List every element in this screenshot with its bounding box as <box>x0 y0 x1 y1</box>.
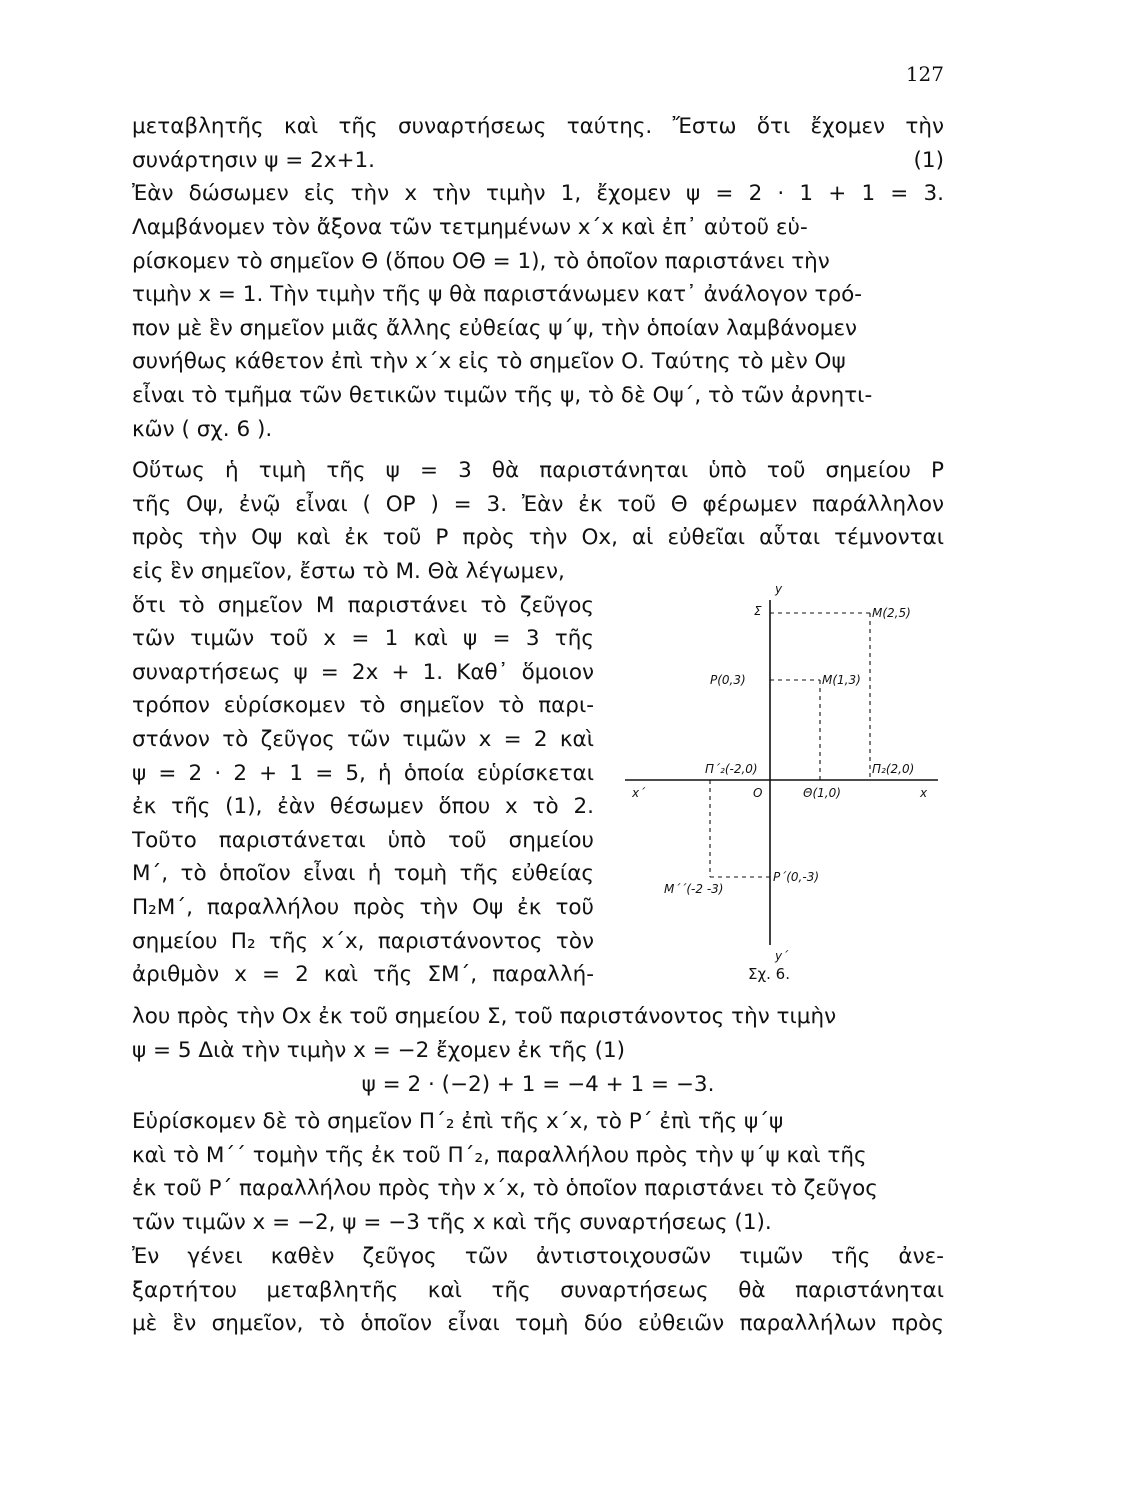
text-line: κῶν ( σχ. 6 ). <box>132 416 273 442</box>
label-sigma: Σ <box>754 604 762 618</box>
text-line: Μ΄, τὸ ὁποῖον εἶναι ἡ τομὴ τῆς εὐθείας <box>132 861 594 887</box>
text-line: Οὕτως ἡ τιμὴ τῆς ψ = 3 θὰ παριστάνηται ὑπὸ τοῦ σημείου Ρ <box>132 458 944 483</box>
text-line-with-eqnum <box>132 144 944 178</box>
paragraph-point-m <box>132 454 944 555</box>
label-theta: Θ(1,0) <box>803 786 841 800</box>
figure-caption: Σχ. 6. <box>748 965 790 983</box>
text-line: Λαμβάνομεν τὸν ἄξονα τῶν τετμημένων x΄x καὶ ἐπ᾽ αὐτοῦ εὑ- <box>132 215 808 240</box>
paragraph-narrow <box>132 555 594 992</box>
label-m-1-3: M(1,3) <box>822 673 861 687</box>
text-line: εἰς ἓν σημεῖον, ἔστω τὸ Μ. Θὰ λέγωμεν, <box>132 559 565 584</box>
paragraph-intro <box>132 110 944 211</box>
coordinate-figure <box>610 575 944 995</box>
text-line: τιμὴν x = 1. Τὴν τιμὴν τῆς ψ θὰ παριστάνωμεν κατ᾽ ἀνάλογον τρό- <box>132 282 863 308</box>
text-line: ἀριθμὸν x = 2 καὶ τῆς ΣΜ΄, παραλλή- <box>132 962 594 988</box>
label-pi2: Π₂(2,0) <box>872 762 915 776</box>
text-line: συνήθως κάθετον ἐπὶ τὴν x΄x εἰς τὸ σημεῖον Ο. Ταύτης τὸ μὲν Οψ <box>132 349 846 375</box>
text-line: συνάρτησιν ψ = 2x+1. <box>132 147 376 173</box>
text-line: τῆς Οψ, ἐνῷ εἶναι ( ΟΡ ) = 3. Ἐὰν ἐκ τοῦ Θ φέρωμεν παράλληλον <box>132 491 944 517</box>
display-equation: ψ = 2 · (−2) + 1 = −4 + 1 = −3. <box>361 1072 715 1097</box>
text-line: ρίσκομεν τὸ σημεῖον Θ (ὅπου ΟΘ = 1), τὸ ὁποῖον παριστάνει τὴν <box>132 248 830 274</box>
text-line: μὲ ἓν σημεῖον, τὸ ὁποῖον εἶναι τομὴ δύο εὐθειῶν παραλλήλων πρὸς <box>132 1311 944 1337</box>
label-m-neg: M΄΄(-2 -3) <box>664 882 724 896</box>
label-pi2-neg: Π΄₂(-2,0) <box>705 762 758 776</box>
text-line: ὅτι τὸ σημεῖον Μ παριστάνει τὸ ζεῦγος <box>132 592 594 618</box>
text-line: καὶ τὸ Μ΄΄ τομὴν τῆς ἐκ τοῦ Π΄₂, παραλλήλου πρὸς τὴν ψ΄ψ καὶ τῆς <box>132 1142 867 1168</box>
text-line: Εὑρίσκομεν δὲ τὸ σημεῖον Π΄₂ ἐπὶ τῆς x΄x, τὸ Ρ΄ ἐπὶ τῆς ψ΄ψ <box>132 1109 784 1134</box>
label-m-2-5: M(2,5) <box>872 606 911 620</box>
label-origin: O <box>753 786 763 800</box>
text-line: ψ = 5 Διὰ τὴν τιμὴν x = −2 ἔχομεν ἐκ τῆς (1) <box>132 1037 626 1063</box>
text-line: πον μὲ ἓν σημεῖον μιᾶς ἄλλης εὐθείας ψ΄ψ, τὴν ὁποίαν λαμβάνομεν <box>132 315 858 341</box>
text-line: ξαρτήτου μεταβλητῆς καὶ τῆς συναρτήσεως θὰ παριστάνηται <box>132 1277 944 1303</box>
text-line: σημείου Π₂ τῆς x΄x, παριστάνοντος τὸν <box>132 928 594 954</box>
text-line: Τοῦτο παριστάνεται ὑπὸ τοῦ σημείου <box>132 827 594 853</box>
text-line: Ἐν γένει καθὲν ζεῦγος τῶν ἀντιστοιχουσῶν τιμῶν τῆς ἀνε- <box>132 1244 944 1269</box>
text-line: τρόπον εὑρίσκομεν τὸ σημεῖον τὸ παρι- <box>132 693 594 719</box>
label-y-bottom: y΄ <box>775 949 789 963</box>
text-line: πρὸς τὴν Οψ καὶ ἐκ τοῦ Ρ πρὸς τὴν Οx, αἱ εὐθεῖαι αὗται τέμνονται <box>132 525 944 551</box>
paragraph-continuation <box>132 1000 944 1067</box>
label-x-right: x <box>920 786 928 800</box>
label-x-left: x΄ <box>632 786 646 800</box>
text-line: εἶναι τὸ τμῆμα τῶν θετικῶν τιμῶν τῆς ψ, τὸ δὲ Οψ΄, τὸ τῶν ἀρνητι- <box>132 382 873 408</box>
text-line: συναρτήσεως ψ = 2x + 1. Καθ᾽ ὅμοιον <box>132 659 594 685</box>
page-number: 127 <box>905 62 944 86</box>
text-line: Ἐὰν δώσωμεν εἰς τὴν x τὴν τιμὴν 1, ἔχομεν ψ = 2 · 1 + 1 = 3. <box>132 181 944 207</box>
label-p-0-3: P(0,3) <box>710 673 746 687</box>
text-line: στάνον τὸ ζεῦγος τῶν τιμῶν x = 2 καὶ <box>132 726 594 752</box>
text-line: ψ = 2 · 2 + 1 = 5, ἡ ὁποία εὑρίσκεται <box>132 760 594 786</box>
label-p-neg: P΄(0,-3) <box>773 870 820 884</box>
paragraph-axes <box>132 211 944 446</box>
paragraph-general <box>132 1240 944 1341</box>
text-line: μεταβλητῆς καὶ τῆς συναρτήσεως ταύτης. Ἔστω ὅτι ἔχομεν τὴν <box>132 114 944 139</box>
text-line: τῶν τιμῶν x = −2, ψ = −3 τῆς x καὶ τῆς συναρτήσεως (1). <box>132 1209 772 1235</box>
label-y-top: y <box>775 582 783 596</box>
equation-number: (1) <box>913 147 944 173</box>
text-line: ἐκ τοῦ Ρ΄ παραλλήλου πρὸς τὴν x΄x, τὸ ὁποῖον παριστάνει τὸ ζεῦγος <box>132 1176 878 1202</box>
text-line: ἐκ τῆς (1), ἐὰν θέσωμεν ὅπου x τὸ 2. <box>132 794 594 820</box>
text-line: Π₂Μ΄, παραλλήλου πρὸς τὴν Οψ ἐκ τοῦ <box>132 894 594 920</box>
text-line: λου πρὸς τὴν Οx ἐκ τοῦ σημείου Σ, τοῦ παριστάνοντος τὴν τιμὴν <box>132 1004 837 1029</box>
paragraph-negative-point <box>132 1105 944 1239</box>
text-line: τῶν τιμῶν τοῦ x = 1 καὶ ψ = 3 τῆς <box>132 626 594 652</box>
